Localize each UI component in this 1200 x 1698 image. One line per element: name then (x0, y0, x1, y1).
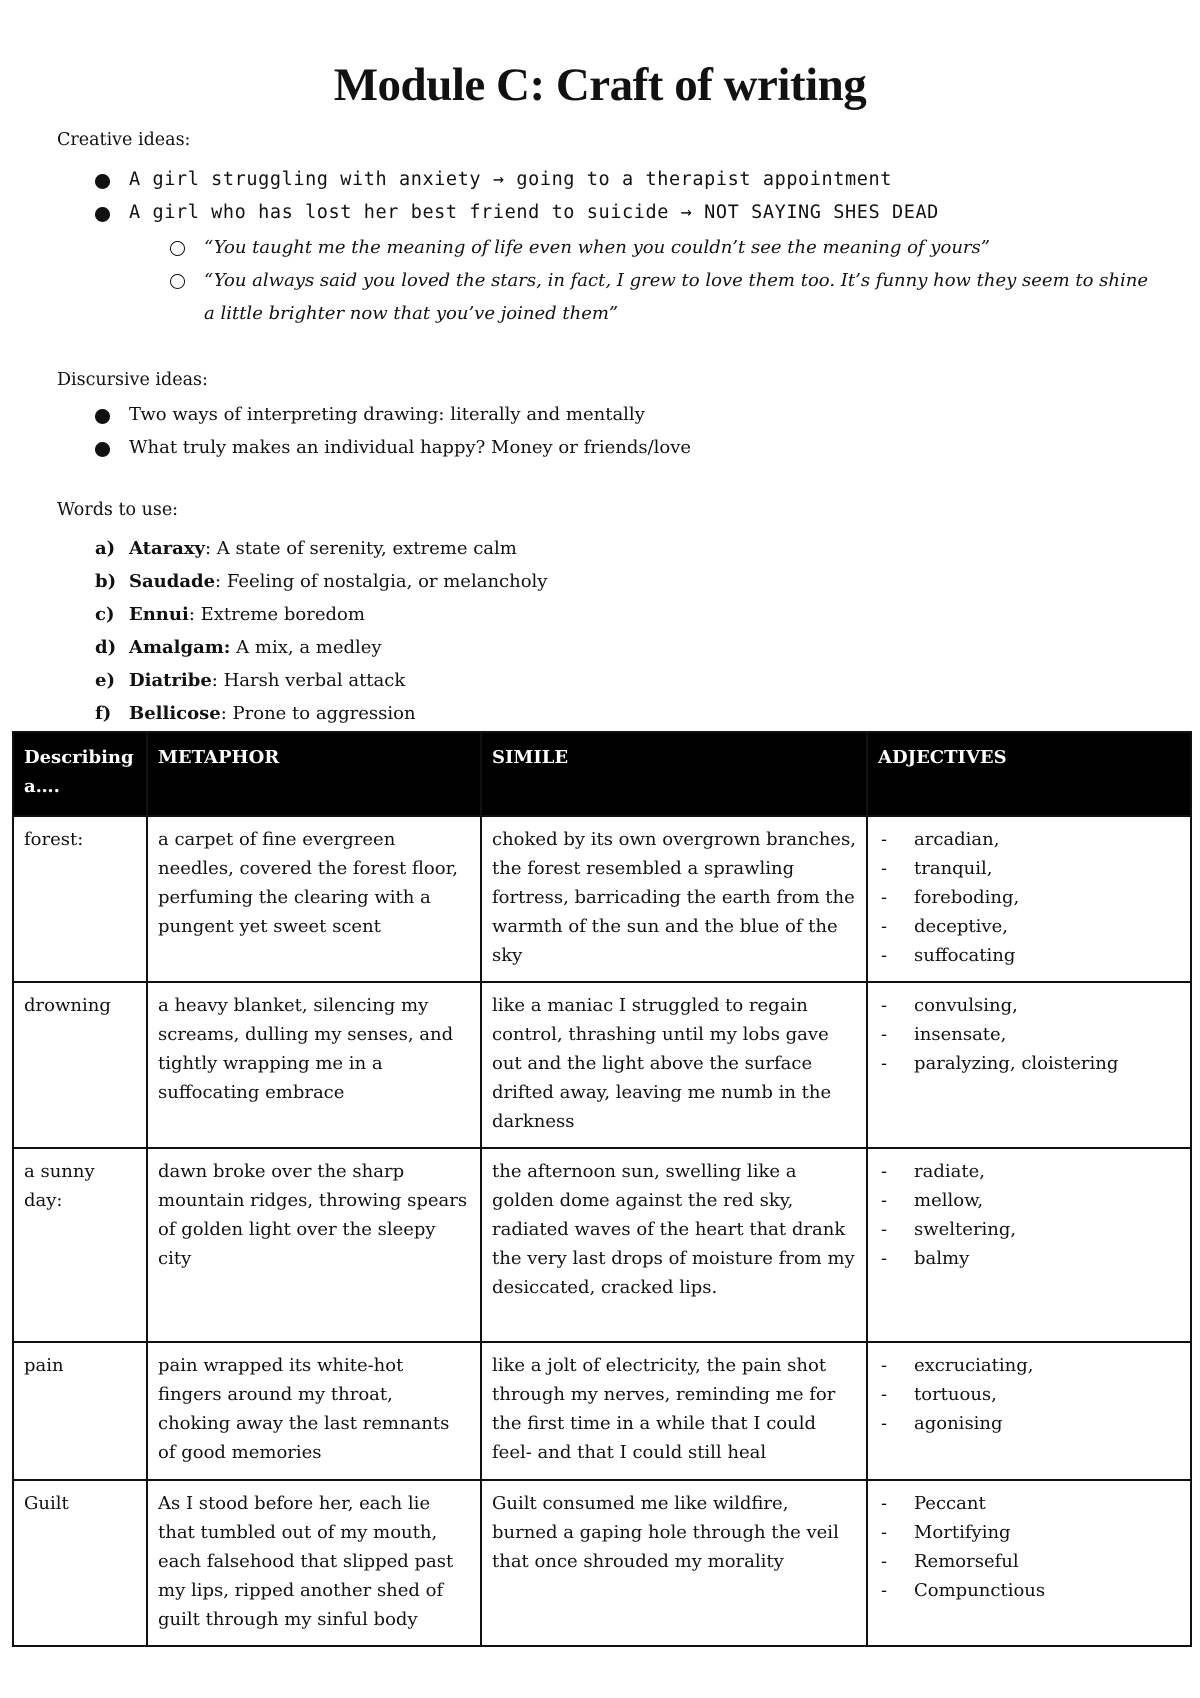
list-item: Two ways of interpreting drawing: literally and mentally (95, 398, 691, 431)
craft-table (12, 731, 1192, 1647)
page-title: Module C: Craft of writing (333, 59, 867, 111)
adjective-item: - tortuous, (878, 1380, 1180, 1409)
subject-cell: drowning (13, 982, 147, 1148)
table-row (13, 1342, 1191, 1480)
discursive-ideas-label: Discursive ideas: (57, 370, 208, 390)
table-row (13, 1148, 1191, 1342)
vocab-item: a) Ataraxy: A state of serenity, extreme calm (95, 538, 517, 559)
list-item: “You taught me the meaning of life even when you couldn’t see the meaning of yours” (168, 231, 1148, 264)
bullet-icon (95, 409, 110, 424)
adjectives-cell (867, 1148, 1191, 1342)
adjective-item: - Mortifying (878, 1518, 1180, 1547)
subject-cell: pain (13, 1342, 147, 1480)
adjective-item: - Compunctious (878, 1576, 1180, 1605)
table-header-row (13, 732, 1191, 816)
vocab-item: c) Ennui: Extreme boredom (95, 604, 365, 625)
adjective-item: - mellow, (878, 1186, 1180, 1215)
creative-ideas-list (95, 163, 939, 229)
metaphor-cell: dawn broke over the sharp mountain ridges, throwing spears of golden light over the sleepy city (147, 1148, 481, 1342)
adjectives-cell (867, 816, 1191, 982)
adjective-item: - suffocating (878, 941, 1180, 970)
adjective-item: - sweltering, (878, 1215, 1180, 1244)
simile-cell: like a jolt of electricity, the pain shot through my nerves, reminding me for the first time in a while that I could feel- and that I could still heal (481, 1342, 867, 1480)
header-metaphor: METAPHOR (147, 732, 481, 816)
adjective-item: - balmy (878, 1244, 1180, 1273)
adjective-item: - excruciating, (878, 1351, 1180, 1380)
vocab-item: d) Amalgam: A mix, a medley (95, 637, 382, 658)
adjective-item: - radiate, (878, 1157, 1180, 1186)
adjective-item: - foreboding, (878, 883, 1180, 912)
adjectives-cell (867, 1480, 1191, 1646)
list-item: A girl who has lost her best friend to suicide → NOT SAYING SHES DEAD (95, 196, 939, 229)
adjectives-cell (867, 1342, 1191, 1480)
metaphor-cell: a heavy blanket, silencing my screams, dulling my senses, and tightly wrapping me in a suffocating embrace (147, 982, 481, 1148)
subject-cell: forest: (13, 816, 147, 982)
metaphor-cell: a carpet of fine evergreen needles, covered the forest floor, perfuming the clearing with a pungent yet sweet scent (147, 816, 481, 982)
bullet-icon (95, 207, 110, 222)
metaphor-cell: As I stood before her, each lie that tumbled out of my mouth, each falsehood that slipped past my lips, ripped another shed of guilt through my sinful body (147, 1480, 481, 1646)
list-item: A girl struggling with anxiety → going to a therapist appointment (95, 163, 939, 196)
table-row (13, 816, 1191, 982)
simile-cell: like a maniac I struggled to regain control, thrashing until my lobs gave out and the light above the surface drifted away, leaving me numb in the darkness (481, 982, 867, 1148)
adjective-item: - convulsing, (878, 991, 1180, 1020)
vocab-item: b) Saudade: Feeling of nostalgia, or melancholy (95, 571, 548, 592)
words-to-use-label: Words to use: (57, 500, 179, 520)
hollow-bullet-icon (170, 241, 185, 256)
adjective-item: - Peccant (878, 1489, 1180, 1518)
creative-quotes-list (168, 231, 1148, 330)
header-describing: Describing a…. (13, 732, 147, 816)
vocab-item: f) Bellicose: Prone to aggression (95, 703, 416, 724)
table-row (13, 1480, 1191, 1646)
adjective-item: - agonising (878, 1409, 1180, 1438)
adjective-item: - Remorseful (878, 1547, 1180, 1576)
table-row (13, 982, 1191, 1148)
adjective-item: - paralyzing, cloistering (878, 1049, 1180, 1078)
bullet-icon (95, 174, 110, 189)
header-adjectives: ADJECTIVES (867, 732, 1191, 816)
metaphor-cell: pain wrapped its white-hot fingers around my throat, choking away the last remnants of good memories (147, 1342, 481, 1480)
vocabulary-list (95, 532, 547, 730)
subject-cell: Guilt (13, 1480, 147, 1646)
vocab-item: e) Diatribe: Harsh verbal attack (95, 670, 406, 691)
simile-cell: Guilt consumed me like wildfire, burned a gaping hole through the veil that once shrouded my morality (481, 1480, 867, 1646)
adjectives-cell (867, 982, 1191, 1148)
creative-ideas-label: Creative ideas: (57, 130, 191, 150)
simile-cell: choked by its own overgrown branches, the forest resembled a sprawling fortress, barricading the earth from the warmth of the sun and the blue of the sky (481, 816, 867, 982)
header-simile: SIMILE (481, 732, 867, 816)
list-item: What truly makes an individual happy? Money or friends/love (95, 431, 691, 464)
adjective-item: - insensate, (878, 1020, 1180, 1049)
hollow-bullet-icon (170, 274, 185, 289)
subject-cell: a sunny day: (13, 1148, 147, 1342)
list-item: “You always said you loved the stars, in fact, I grew to love them too. It’s funny how they seem to shine a little brighter now that you’ve joined them” (168, 264, 1148, 330)
adjective-item: - arcadian, (878, 825, 1180, 854)
adjective-item: - deceptive, (878, 912, 1180, 941)
adjective-item: - tranquil, (878, 854, 1180, 883)
discursive-ideas-list (95, 398, 691, 464)
simile-cell: the afternoon sun, swelling like a golden dome against the red sky, radiated waves of the heart that drank the very last drops of moisture from my desiccated, cracked lips. (481, 1148, 867, 1342)
bullet-icon (95, 442, 110, 457)
